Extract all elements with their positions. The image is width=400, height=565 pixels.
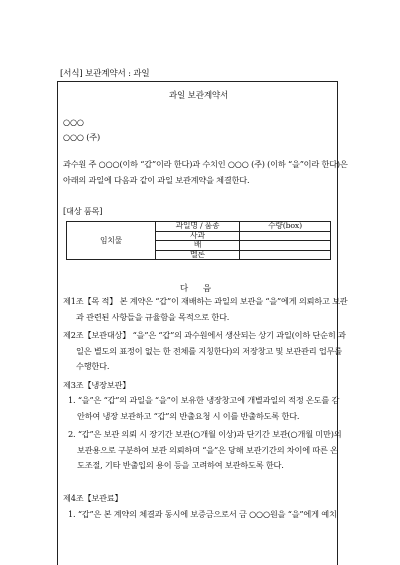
items-table <box>66 221 331 260</box>
article-4-heading: 제4조【보관료】 <box>63 493 123 503</box>
party-2: ○○○ (주) <box>63 132 100 142</box>
article-3-item-1: 1. “을”은 “갑”의 과일을 “을”이 보유한 냉장창고에 개별과일의 적정 온도를 감안하여 냉장 보관하고 “갑”의 반출요청 시 이를 반출하도록 한다. <box>68 395 340 421</box>
article-2: 제2조【보관대상】 “을”은 “갑”의 과수원에서 생산되는 상기 과일(이하 단순히 과일은 별도의 표정이 없는 한 전체를 지칭한다)의 저장창고 및 보관관리 업무를 수행한다. <box>63 330 346 371</box>
intro-line-2: 아래의 과일에 다음과 같이 과일 보관계약을 체결한다. <box>63 175 250 185</box>
article-4-item-1: 1. “갑”은 본 계약의 체결과 동시에 보증금으로서 금 ○○○원을 “을”에게 예치 <box>68 509 337 519</box>
intro-line-1: 과수원 주 ○○○(이하 “갑”이라 한다)과 수치인 ○○○ (주) (이하 “을”이라 한다)은 <box>63 159 348 169</box>
article-3-heading: 제3조【냉장보관】 <box>63 380 131 390</box>
fruit-cell: 사과 <box>156 231 240 241</box>
document-title: 과일 보관계약서 <box>168 91 229 101</box>
row-label: 임치물 <box>67 222 156 260</box>
column-header-fruit: 과일명 / 품종 <box>156 222 240 232</box>
quantity-cell <box>240 250 331 260</box>
section-label: [대상 품목] <box>63 206 103 216</box>
fruit-cell: 배 <box>156 241 240 251</box>
form-label: [서식] 보관계약서 : 과일 <box>60 69 150 79</box>
quantity-cell <box>240 241 331 251</box>
quantity-cell <box>240 231 331 241</box>
center-heading: 다 음 <box>179 284 218 294</box>
article-1: 제1조【목 적】 본 계약은 “갑”이 재배하는 과일의 보관을 “을”에게 의뢰하고 보관과 관련된 사항들을 규율함을 목적으로 한다. <box>63 296 348 322</box>
column-header-quantity: 수량(box) <box>240 222 331 232</box>
contract-document <box>57 81 348 565</box>
party-1: ○○○ <box>63 117 84 127</box>
fruit-cell: 멜론 <box>156 250 240 260</box>
article-3-item-2: 2. “갑”은 보관 의뢰 시 장기간 보관(○개월 이상)과 단기간 보관(○개월 미만)의 보관용으로 구분하여 보관 의뢰하며 “을”은 당해 보관기간의 차이에 따른 온도조절, 기타 반출입의 용이 등을 고려하여 보관하도록 한다. <box>68 429 342 470</box>
